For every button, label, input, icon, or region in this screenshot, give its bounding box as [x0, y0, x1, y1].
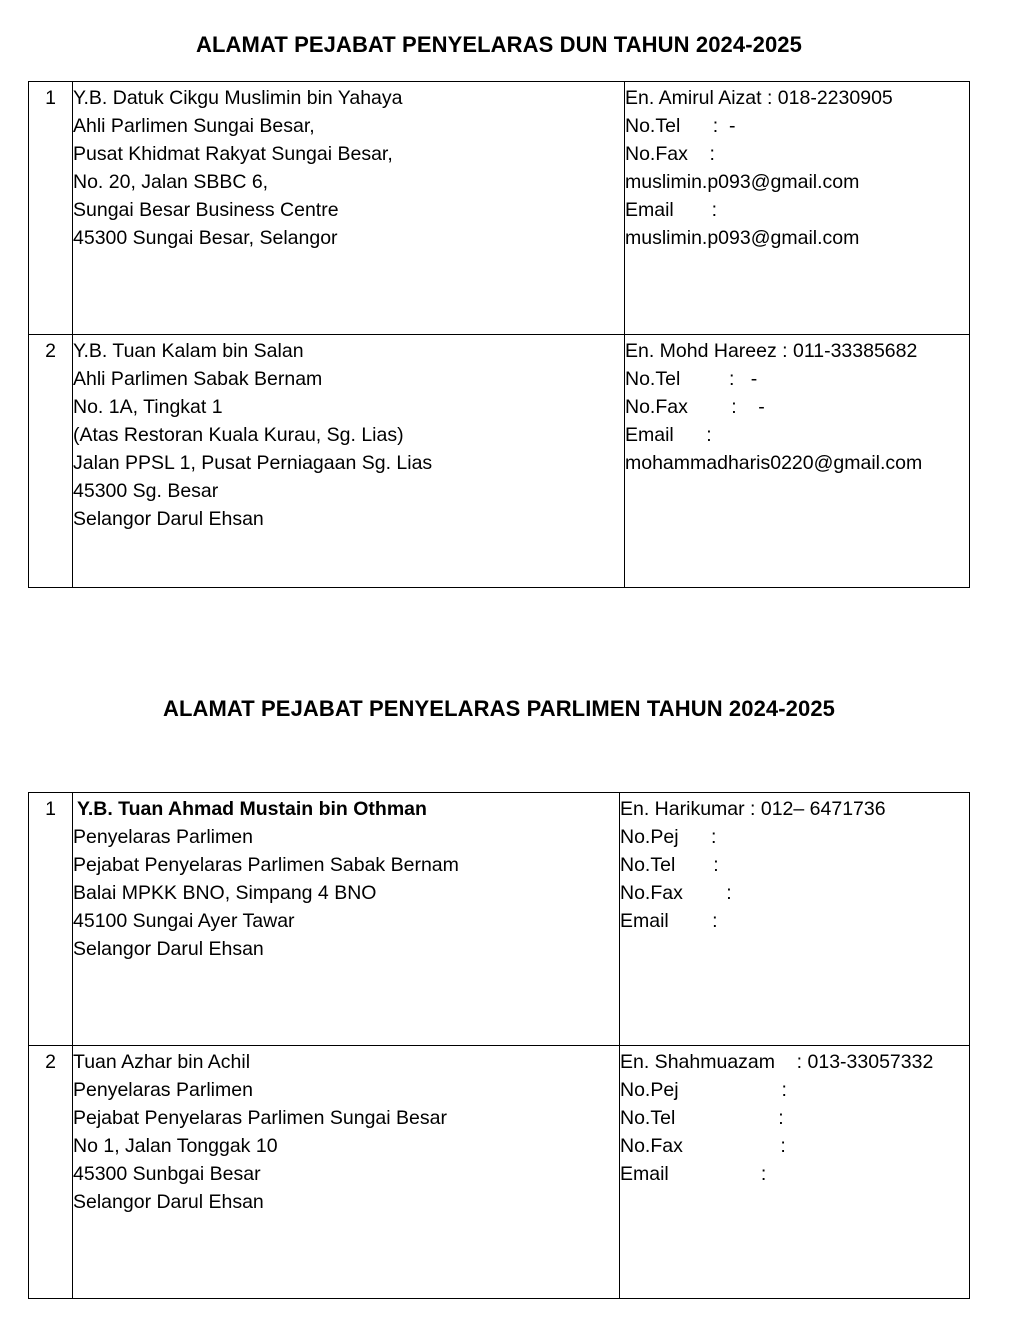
contact-person: En. Harikumar : 012– 6471736 [620, 798, 886, 820]
contact-email-address[interactable]: muslimin.p093@gmail.com [625, 171, 860, 193]
contact-email-label: Email : [625, 424, 712, 446]
contact-office: No.Pej : [620, 1079, 787, 1101]
address-line: No. 1A, Tingkat 1 [73, 396, 223, 418]
contact-person: En. Shahmuazam : 013-33057332 [620, 1051, 934, 1073]
contact-fax: No.Fax : - [625, 396, 765, 418]
contact-cell [620, 793, 970, 1046]
address-cell [73, 82, 625, 335]
section-title-parlimen: ALAMAT PEJABAT PENYELARAS PARLIMEN TAHUN 2024-2025 [162, 696, 836, 721]
row-number: 1 [29, 82, 73, 335]
address-line: Pejabat Penyelaras Parlimen Sungai Besar [73, 1107, 447, 1129]
contact-fax: No.Fax : [620, 882, 732, 904]
contact-person: En. Mohd Hareez : 011-33385682 [625, 340, 918, 362]
address-line: (Atas Restoran Kuala Kurau, Sg. Lias) [73, 424, 404, 446]
contact-person: En. Amirul Aizat : 018-2230905 [625, 87, 893, 109]
contact-tel: No.Tel : [620, 854, 719, 876]
address-line: Selangor Darul Ehsan [73, 508, 264, 530]
address-heading: Y.B. Tuan Ahmad Mustain bin Othman [77, 798, 427, 820]
address-line: Ahli Parlimen Sabak Bernam [73, 368, 323, 390]
row-number: 2 [29, 1046, 73, 1299]
parlimen-office-table [28, 792, 970, 1299]
contact-cell [625, 335, 970, 588]
contact-email-label: Email : [620, 910, 718, 932]
contact-fax: No.Fax : [620, 1135, 786, 1157]
table-row [29, 82, 970, 335]
address-line: 45300 Sunbgai Besar [73, 1163, 261, 1185]
address-line: Y.B. Tuan Kalam bin Salan [73, 340, 304, 362]
address-line: 45300 Sungai Besar, Selangor [73, 227, 338, 249]
contact-cell [620, 1046, 970, 1299]
address-line: Y.B. Datuk Cikgu Muslimin bin Yahaya [73, 87, 403, 109]
contact-email-label: Email : [620, 1163, 767, 1185]
address-line: Sungai Besar Business Centre [73, 199, 339, 221]
table-row [29, 335, 970, 588]
address-line: Penyelaras Parlimen [73, 826, 253, 848]
section-title-dun: ALAMAT PEJABAT PENYELARAS DUN TAHUN 2024-2025 [196, 32, 802, 57]
contact-cell [625, 82, 970, 335]
contact-fax: No.Fax : [625, 143, 715, 165]
address-line: No 1, Jalan Tonggak 10 [73, 1135, 278, 1157]
address-line: 45300 Sg. Besar [73, 480, 219, 502]
row-number: 1 [29, 793, 73, 1046]
contact-tel: No.Tel : [620, 1107, 784, 1129]
address-line: Pejabat Penyelaras Parlimen Sabak Bernam [73, 854, 459, 876]
contact-tel: No.Tel : - [625, 115, 736, 137]
address-cell [73, 793, 620, 1046]
address-line: Ahli Parlimen Sungai Besar, [73, 115, 315, 137]
address-line: Balai MPKK BNO, Simpang 4 BNO [73, 882, 377, 904]
address-line: 45100 Sungai Ayer Tawar [73, 910, 295, 932]
contact-office: No.Pej : [620, 826, 717, 848]
row-number: 2 [29, 335, 73, 588]
contact-email-label: Email : [625, 199, 718, 221]
address-line: Tuan Azhar bin Achil [73, 1051, 251, 1073]
address-cell [73, 1046, 620, 1299]
address-line: No. 20, Jalan SBBC 6, [73, 171, 269, 193]
address-line: Jalan PPSL 1, Pusat Perniagaan Sg. Lias [73, 452, 433, 474]
contact-email-address[interactable]: muslimin.p093@gmail.com [625, 227, 860, 249]
address-line: Selangor Darul Ehsan [73, 1191, 264, 1213]
table-row [29, 793, 970, 1046]
table-row [29, 1046, 970, 1299]
contact-tel: No.Tel : - [625, 368, 758, 390]
address-line: Pusat Khidmat Rakyat Sungai Besar, [73, 143, 393, 165]
address-line: Penyelaras Parlimen [73, 1079, 253, 1101]
address-cell [73, 335, 625, 588]
contact-email-address[interactable]: mohammadharis0220@gmail.com [625, 452, 923, 474]
dun-office-table [28, 81, 970, 588]
address-line: Selangor Darul Ehsan [73, 938, 264, 960]
